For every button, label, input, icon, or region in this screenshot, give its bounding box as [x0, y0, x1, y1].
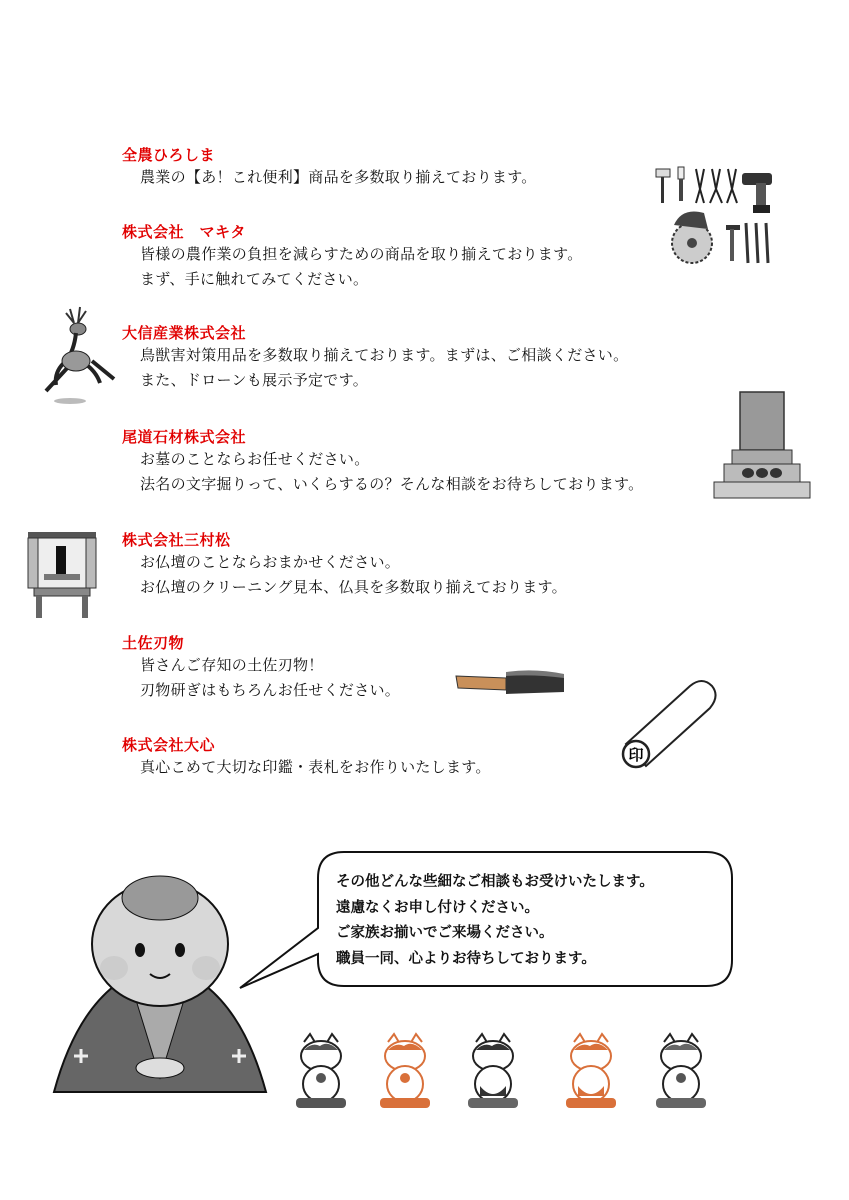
entry-text: お仏壇のことならおまかせください。 [140, 553, 401, 571]
speech-bubble-text [336, 870, 654, 972]
svg-text:印: 印 [628, 746, 644, 764]
tools-icon [652, 163, 782, 273]
entry-text: 農業の【あ！これ便利】商品を多数取り揃えております。 [140, 168, 537, 186]
bubble-line: 職員一同、心よりお待ちしております。 [336, 950, 596, 967]
knife-icon [454, 668, 566, 698]
butsudan-icon [26, 530, 98, 620]
entry-text: 皆さんご存知の土佐刃物！ [140, 656, 324, 674]
entry-text: 刃物研ぎはもちろんお任せください。 [140, 681, 401, 699]
entry-text: また、ドローンも展示予定です。 [140, 371, 369, 389]
gravestone-icon [712, 388, 812, 500]
entry-tosa-hamono [122, 633, 400, 703]
entry-daishin-inkan [122, 735, 491, 780]
maneki-neko-icon [290, 1032, 352, 1112]
maneki-neko-icon [462, 1032, 524, 1112]
entry-text: お墓のことならお任せください。 [140, 450, 370, 468]
entry-onomichi-sekizai [122, 427, 643, 497]
bubble-line: ご家族お揃いでご来場ください。 [336, 925, 554, 941]
entry-text: お仏壇のクリーニング見本、仏具を多数取り揃えております。 [140, 578, 567, 596]
company-name: 土佐刃物 [122, 634, 185, 652]
entry-makita [122, 222, 583, 292]
maneki-neko-icon [560, 1032, 622, 1112]
entry-text: 真心こめて大切な印鑑・表札をお作りいたします。 [140, 758, 491, 776]
bubble-line: その他どんな些細なご相談もお受けいたします。 [336, 874, 654, 890]
entry-text: 皆様の農作業の負担を減らすための商品を取り揃えております。 [140, 245, 583, 263]
entry-text: 鳥獣害対策用品を多数取り揃えております。まずは、ご相談ください。 [140, 346, 629, 364]
company-name: 大信産業株式会社 [122, 324, 247, 342]
maneki-neko-icon [374, 1032, 436, 1112]
maneki-neko-icon [650, 1032, 712, 1112]
company-name: 株式会社 マキタ [122, 223, 246, 241]
deer-icon [40, 305, 122, 407]
company-name: 株式会社三村松 [122, 531, 231, 549]
entry-zennoh [122, 145, 537, 190]
entry-text: まず、手に触れてみてください。 [140, 270, 369, 288]
entry-mimuramatsu [122, 530, 567, 600]
company-name: 全農ひろしま [122, 146, 216, 164]
entry-daishin [122, 323, 628, 393]
company-name: 株式会社大心 [122, 736, 216, 754]
fukusuke-doll-icon [44, 868, 276, 1104]
bubble-line: 遠慮なくお申し付けください。 [336, 899, 539, 916]
entry-text: 法名の文字掘りって、いくらするの？そんな相談をお待ちしております。 [140, 475, 644, 493]
inkan-seal-icon [618, 674, 722, 774]
company-name: 尾道石材株式会社 [122, 428, 247, 446]
